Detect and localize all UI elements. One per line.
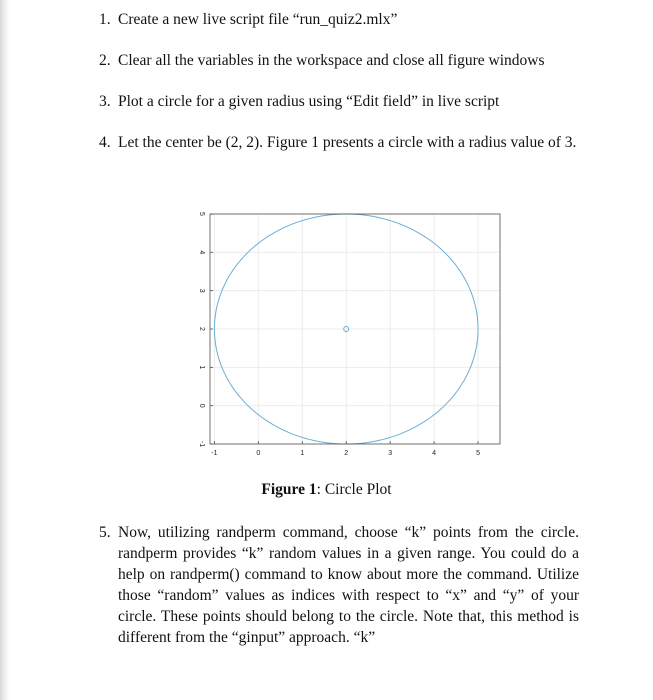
x-tick-label: 1 bbox=[300, 450, 305, 457]
x-tick-label: -1 bbox=[211, 450, 218, 457]
circle-plot-figure bbox=[170, 200, 520, 470]
x-tick-label: 0 bbox=[256, 450, 261, 457]
x-tick-label: 3 bbox=[388, 450, 393, 457]
y-tick-label: 4 bbox=[198, 250, 206, 255]
list-number: 1. bbox=[99, 11, 111, 28]
list-text: Create a new live script file “run_quiz2.mlx” bbox=[118, 11, 398, 28]
list-text: Let the center be (2, 2). Figure 1 presents a circle with a radius value of 3. bbox=[118, 134, 577, 151]
y-tick-label: -1 bbox=[198, 440, 206, 448]
list-item-3 bbox=[99, 91, 579, 112]
list-item-2 bbox=[99, 50, 579, 71]
list-number: 2. bbox=[99, 52, 111, 69]
list-number: 3. bbox=[99, 93, 111, 110]
list-item-4 bbox=[99, 132, 579, 153]
figure-caption-text: : Circle Plot bbox=[316, 481, 392, 498]
list-text: Clear all the variables in the workspace and close all figure windows bbox=[118, 52, 545, 69]
page-shadow bbox=[0, 0, 10, 700]
y-tick-label: 1 bbox=[198, 365, 206, 370]
figure-caption bbox=[0, 481, 653, 499]
circle-plot bbox=[170, 200, 520, 470]
x-tick-label: 5 bbox=[476, 450, 480, 457]
x-tick-label: 4 bbox=[432, 450, 437, 457]
y-tick-label: 2 bbox=[198, 327, 206, 331]
y-tick-label: 0 bbox=[198, 403, 206, 408]
figure-caption-label: Figure 1 bbox=[261, 481, 317, 498]
list-item-5 bbox=[99, 522, 579, 648]
list-number: 5. bbox=[99, 524, 111, 541]
list-text: Now, utilizing randperm command, choose “k” points from the circle. randperm provides “k” random values in a given range. You could do a help on randperm() command to know about more the command. Utilize those “random” values as indices with respect to “x” and “y” of your circle. These points should belong to the circle. Note that, this method is different from the “ginput” approach. “k” bbox=[118, 524, 579, 646]
list-number: 4. bbox=[99, 134, 111, 151]
y-tick-label: 3 bbox=[198, 288, 206, 293]
y-tick-label: 5 bbox=[198, 212, 206, 216]
list-item-1 bbox=[99, 9, 579, 30]
x-tick-label: 2 bbox=[344, 450, 349, 457]
list-text: Plot a circle for a given radius using “Edit field” in live script bbox=[118, 93, 500, 110]
